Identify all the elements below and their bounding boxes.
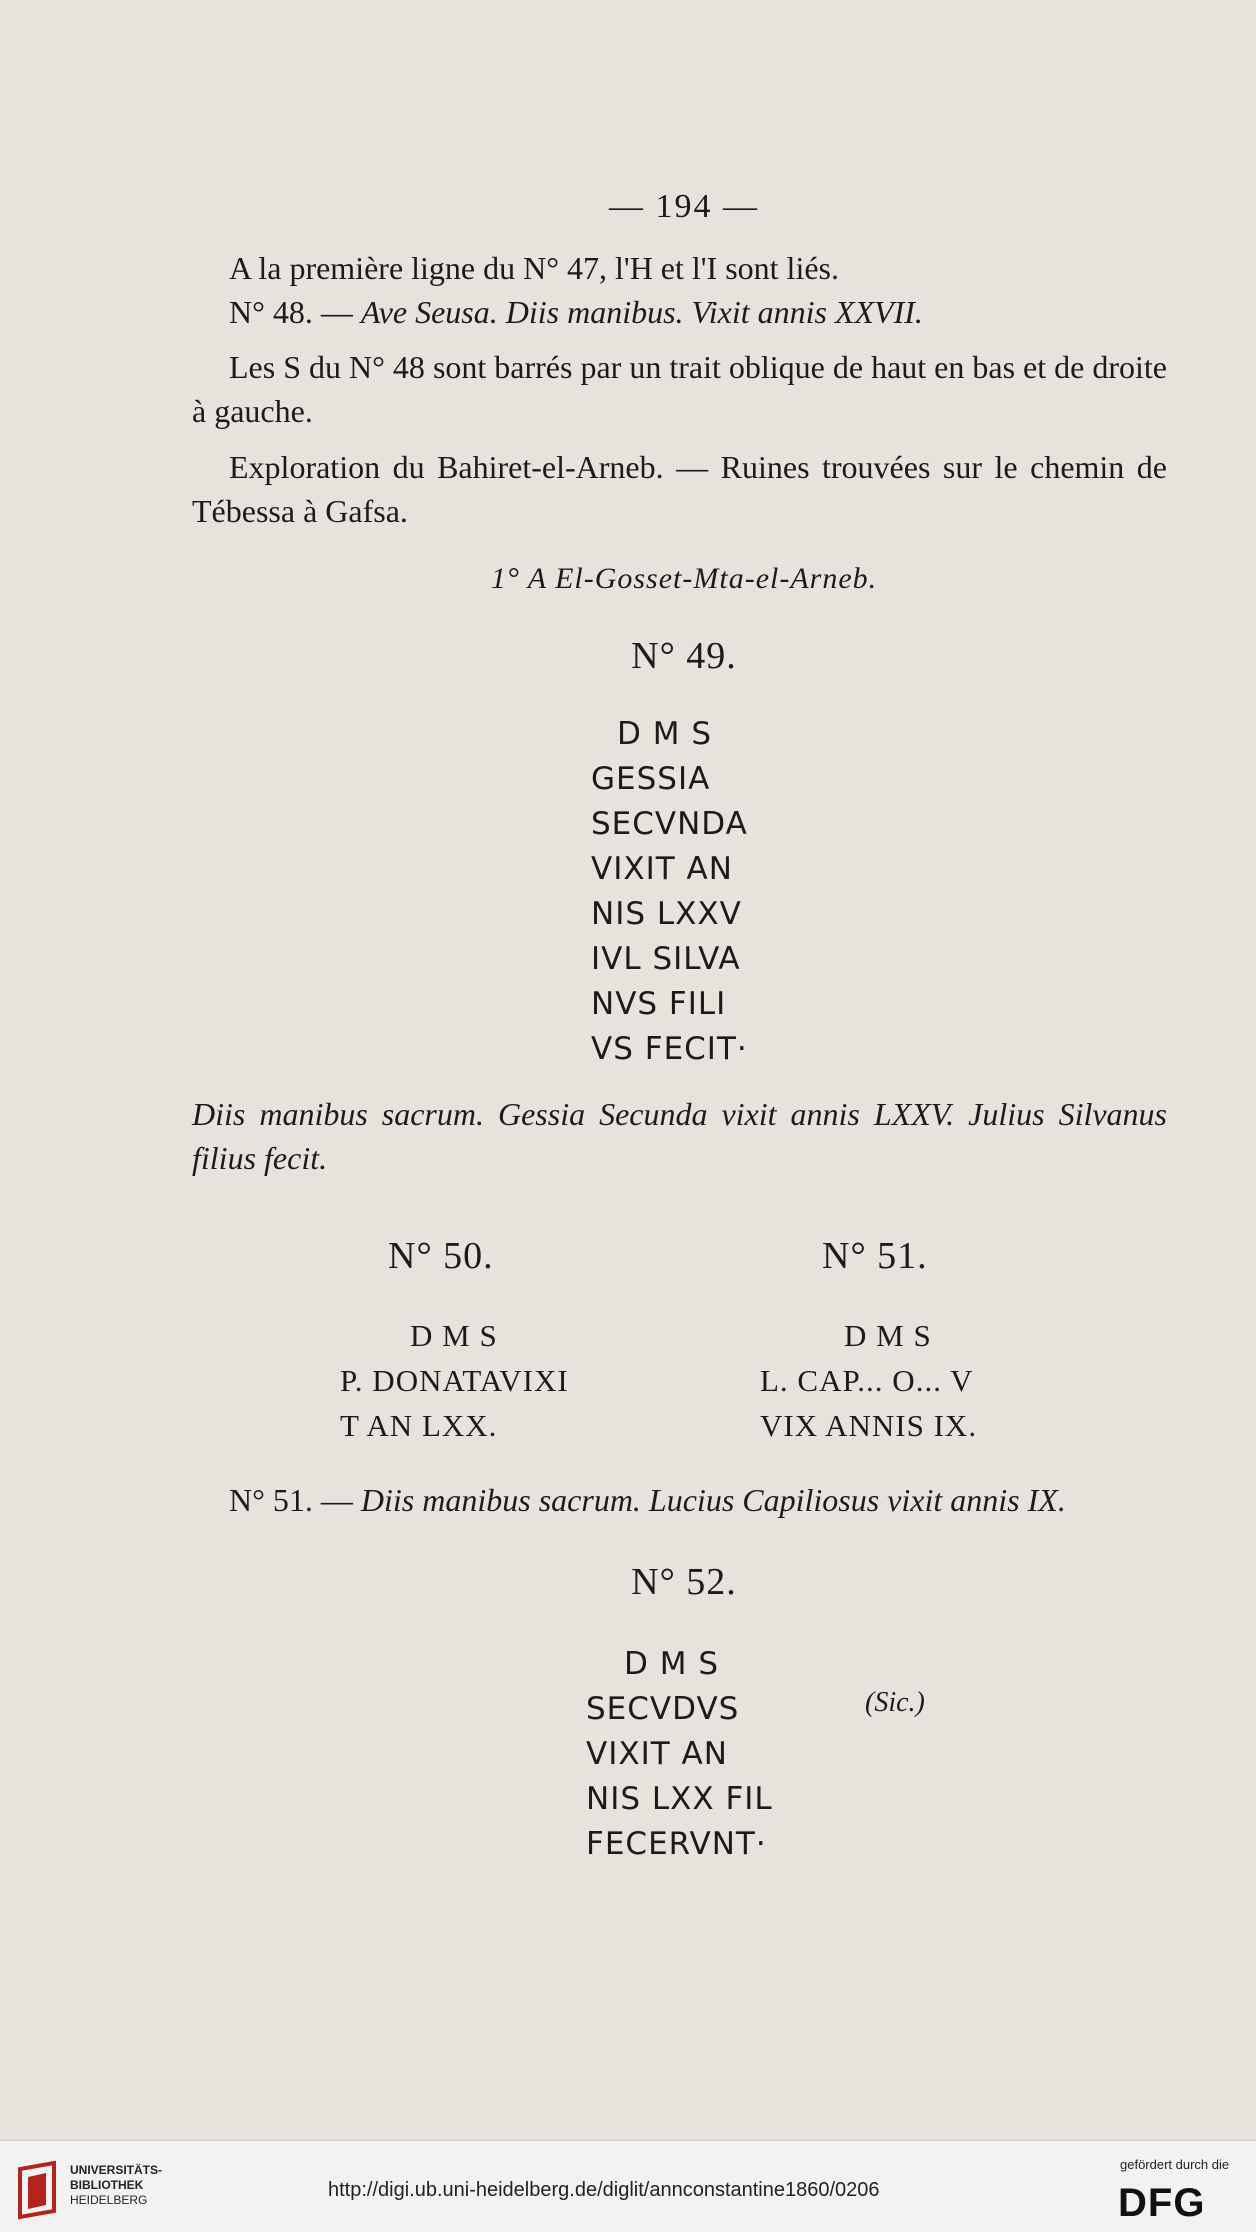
inscription-line: NIS LXX FIL [586,1781,773,1817]
inscription-line: D M S [410,1318,498,1353]
inscription-line: GESSIA [591,761,711,797]
inscription-line: VS FECIT· [591,1031,748,1067]
inscription-line: IVL SILVA [591,941,741,977]
funding-label: gefördert durch die [1120,2157,1230,2172]
n49-heading: N° 49. [631,635,737,677]
inscription-line: D M S [624,1646,720,1682]
section-title: 1° A El-Gosset-Mta-el-Arneb. [490,562,878,595]
library-name-line: BIBLIOTHEK [70,2178,144,2192]
n51-inscription [760,1313,977,1448]
inscription-line: NIS LXXV [591,896,742,932]
n52-note: (Sic.) [865,1687,925,1718]
inscription-line: VIXIT AN [586,1736,728,1772]
inscription-line: SECVNDA [591,806,748,842]
paragraph-2-label: N° 48. — [229,294,361,330]
dfg-logo: DFG [1118,2181,1206,2225]
permalink-url[interactable]: http://digi.ub.uni-heidelberg.de/diglit/annconstantine1860/0206 [328,2179,880,2201]
n51-heading: N° 51. [822,1235,928,1277]
paragraph-4: Exploration du Bahiret-el-Arneb. — Ruines trouvées sur le chemin de Tébessa à Gafsa. [192,449,1167,529]
inscription-line: T AN LXX. [340,1408,498,1443]
inscription-line: SECVDVS [586,1691,740,1727]
n52-inscription [586,1642,773,1867]
inscription-line: NVS FILI [591,986,727,1022]
inscription-line: D M S [844,1318,932,1353]
library-name-line: UNIVERSITÄTS- [70,2163,163,2177]
page-number: — 194 — [609,188,759,225]
university-library-logo-icon [14,2159,60,2221]
inscription-line: P. DONATAVIXI [340,1363,569,1398]
inscription-line: D M S [617,716,713,752]
paragraph-2-italic: Ave Seusa. Diis manibus. Vixit annis XXVII. [360,294,923,330]
n51-translation [192,1478,1167,1522]
n49-inscription [591,712,748,1072]
inscription-line: L. CAP... O... V [760,1363,974,1398]
n50-inscription [340,1313,569,1448]
inscription-line: VIX ANNIS IX. [760,1408,978,1443]
inscription-line: FECERVNT· [586,1826,767,1862]
paragraph-3: Les S du N° 48 sont barrés par un trait oblique de haut en bas et de droite à gauche. [192,349,1167,429]
n51-translation-text: Diis manibus sacrum. Lucius Capiliosus vixit annis IX. [360,1482,1066,1518]
inscription-line: VIXIT AN [591,851,733,887]
n52-heading: N° 52. [631,1561,737,1603]
footer-bar [0,2140,1256,2232]
n50-heading: N° 50. [388,1235,494,1277]
paragraph-1: A la première ligne du N° 47, l'H et l'I sont liés. [229,250,839,286]
library-name-line: HEIDELBERG [70,2193,148,2207]
library-name [70,2163,162,2208]
n51-translation-label: N° 51. — [229,1482,361,1518]
paragraph-2 [192,290,1167,334]
n49-translation: Diis manibus sacrum. Gessia Secunda vixit annis LXXV. Julius Silvanus filius fecit. [192,1096,1167,1176]
